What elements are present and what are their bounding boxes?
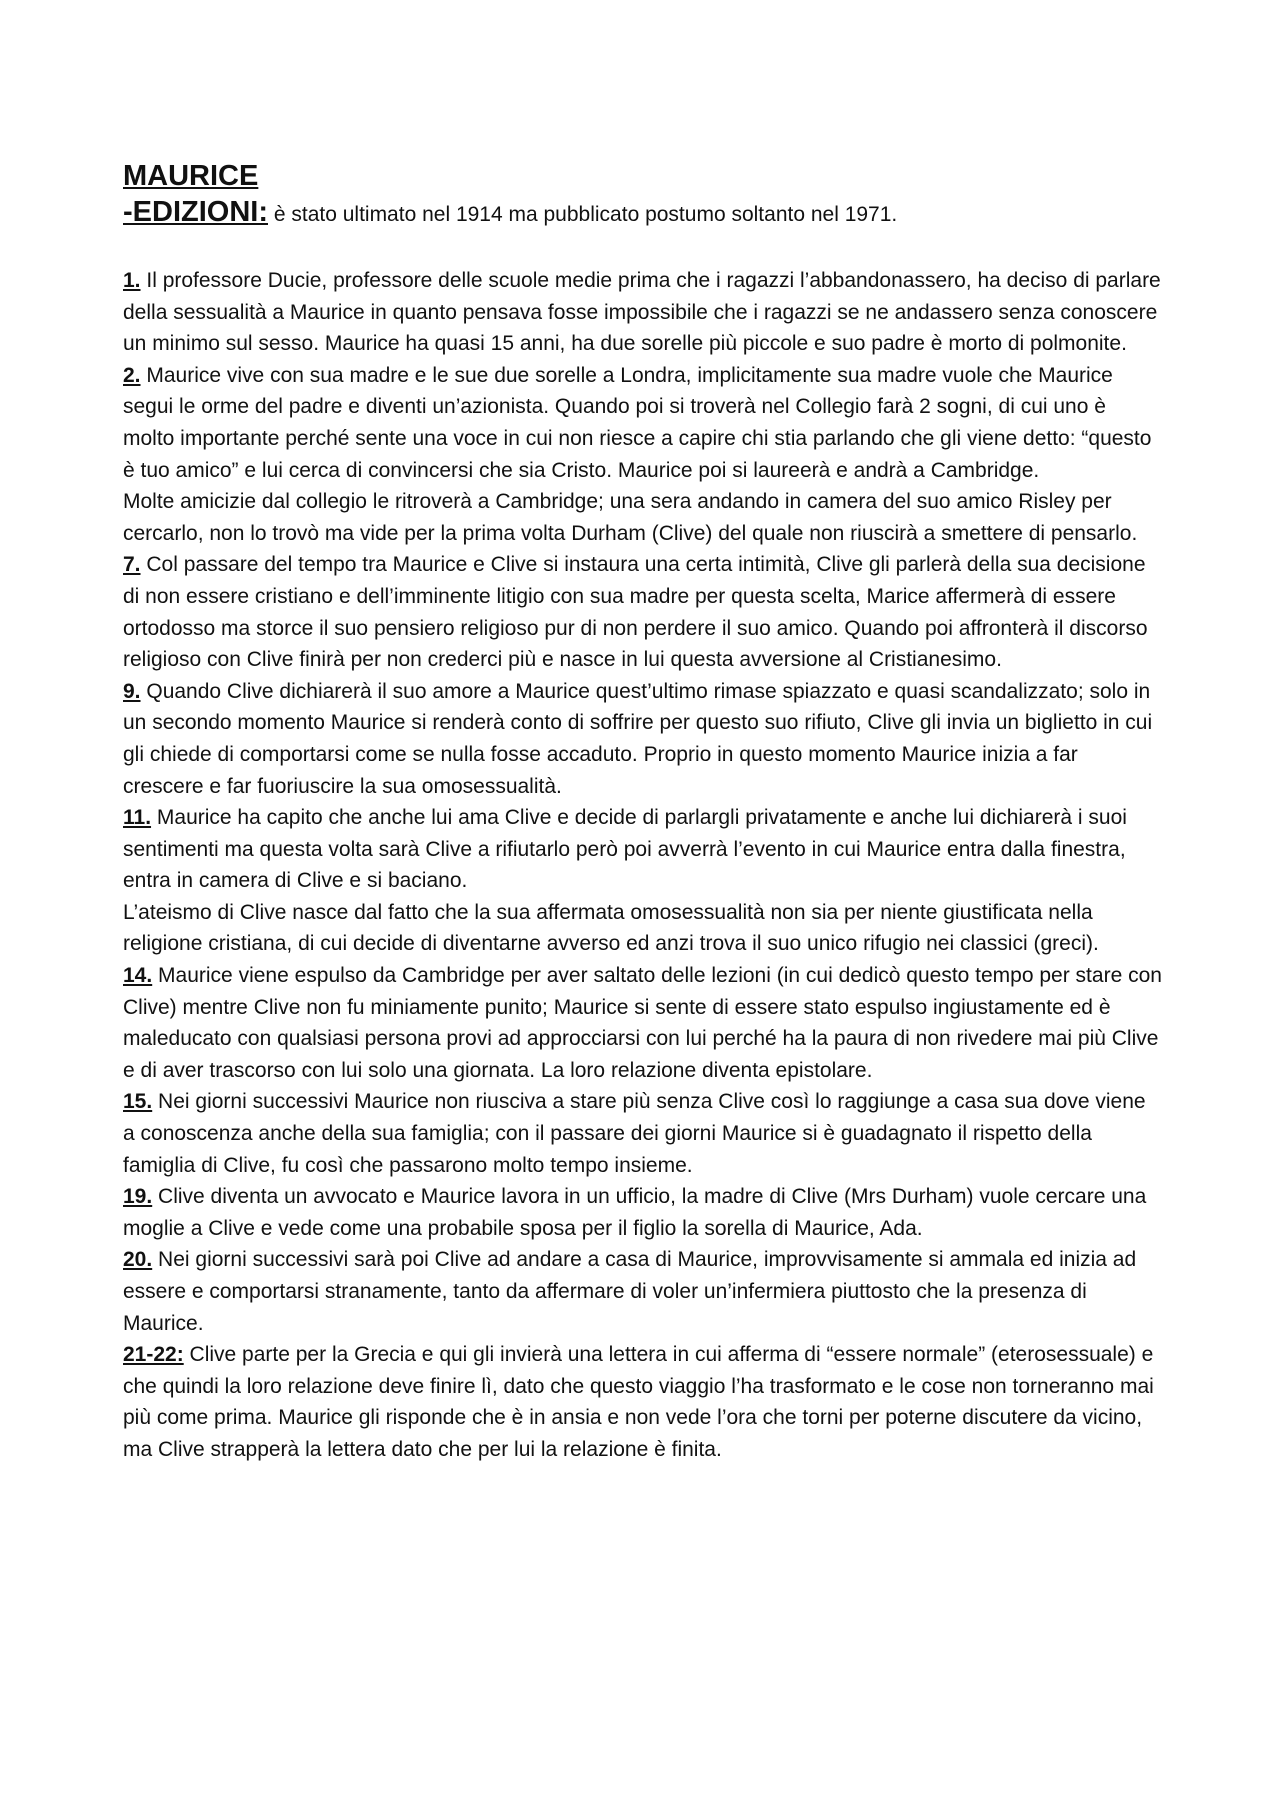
- section-text: Quando Clive dichiarerà il suo amore a Maurice quest’ultimo rimase spiazzato e quasi scandalizzato; solo in un secondo momento Maurice si renderà conto di soffrire per questo suo rifiuto, Clive gli invia un biglietto in cui gli chiede di comportarsi come se nulla fosse accaduto. Proprio in questo momento Maurice inizia a far crescere e far fuoriuscire la sua omosessualità.: [123, 679, 1153, 798]
- section-paragraph: [123, 1181, 1163, 1244]
- section-text: Molte amicizie dal collegio le ritroverà a Cambridge; una sera andando in camera del suo amico Risley per cercarlo, non lo trovò ma vide per la prima volta Durham (Clive) del quale non riuscirà a smettere di pensarlo.: [123, 490, 1138, 545]
- section-number: 9.: [123, 679, 141, 703]
- edizioni-text: è stato ultimato nel 1914 ma pubblicato postumo soltanto nel 1971.: [273, 203, 898, 226]
- section-paragraph: [123, 1339, 1163, 1465]
- section-paragraph: [123, 960, 1163, 1086]
- section-number: 1.: [123, 269, 141, 292]
- section-text: Clive parte per la Grecia e qui gli invierà una lettera in cui afferma di “essere normale” (eterosessuale) e che quindi la loro relazione deve finire lì, dato che questo viaggio l’ha trasformato e le cose non torneranno mai più come prima. Maurice gli risponde che è in ansia e non vede l’ora che torni per poterne discutere da vicino, ma Clive strapperà la lettera dato che per lui la relazione è finita.: [123, 1343, 1154, 1461]
- section-paragraph: [123, 676, 1163, 802]
- section-number: 19.: [123, 1185, 153, 1209]
- document-page: [123, 158, 1163, 1466]
- edizioni-label: -EDIZIONI:: [123, 196, 268, 228]
- spacer: [123, 233, 1163, 265]
- section-paragraph: [123, 486, 1163, 549]
- section-text: Maurice viene espulso da Cambridge per aver saltato delle lezioni (in cui dedicò questo tempo per stare con Clive) mentre Clive non fu miniamente punito; Maurice si sente di essere stato espulso ingiustamente ed è maleducato con qualsiasi persona provi ad approcciarsi con lui perché ha la paura di non rivedere mai più Clive e di aver trascorso con lui solo una giornata. La loro relazione diventa epistolare.: [123, 964, 1162, 1082]
- section-text: Clive diventa un avvocato e Maurice lavora in un ufficio, la madre di Clive (Mrs Durham) vuole cercare una moglie a Clive e vede come una probabile sposa per il figlio la sorella di Maurice, Ada.: [123, 1185, 1147, 1240]
- section-text: Col passare del tempo tra Maurice e Clive si instaura una certa intimità, Clive gli parlerà della sua decisione di non essere cristiano e dell’imminente litigio con sua madre per questa scelta, Marice affermerà di essere ortodosso ma storce il suo pensiero religioso pur di non perdere il suo amico. Quando poi affronterà il discorso religioso con Clive finirà per non crederci più e nasce in lui questa avversione al Cristianesimo.: [123, 553, 1148, 672]
- section-number: 21-22:: [123, 1343, 184, 1367]
- section-number: 15.: [123, 1090, 153, 1114]
- section-number: 14.: [123, 964, 153, 988]
- section-paragraph: [123, 1086, 1163, 1181]
- edizioni-line: [123, 194, 1163, 233]
- section-text: Maurice vive con sua madre e le sue due sorelle a Londra, implicitamente sua madre vuole che Maurice segui le orme del padre e diventi un’azionista. Quando poi si troverà nel Collegio farà 2 sogni, di cui uno è molto importante perché sente una voce in cui non riesce a capire chi stia parlando che gli viene detto: “questo è tuo amico” e lui cerca di convincersi che sia Cristo. Maurice poi si laureerà e andrà a Cambridge.: [123, 363, 1152, 482]
- section-text: Nei giorni successivi sarà poi Clive ad andare a casa di Maurice, improvvisamente si ammala ed inizia ad essere e comportarsi stranamente, tanto da affermare di voler un’infermiera piuttosto che la presenza di Maurice.: [123, 1248, 1137, 1335]
- section-text: Maurice ha capito che anche lui ama Clive e decide di parlargli privatamente e anche lui dichiarerà i suoi sentimenti ma questa volta sarà Clive a rifiutarlo però poi avverrà l’evento in cui Maurice entra dalla finestra, entra in camera di Clive e si baciano.: [123, 806, 1127, 893]
- section-paragraph: [123, 897, 1163, 960]
- section-number: 11.: [123, 806, 152, 830]
- document-title: MAURICE: [123, 160, 259, 192]
- section-number: 20.: [123, 1248, 153, 1272]
- section-text: Il professore Ducie, professore delle scuole medie prima che i ragazzi l’abbandonassero, ha deciso di parlare della sessualità a Maurice in quanto pensava fosse impossibile che i ragazzi se ne andassero senza conoscere un minimo sul sesso. Maurice ha quasi 15 anni, ha due sorelle più piccole e suo padre è morto di polmonite.: [123, 269, 1161, 356]
- section-text: Nei giorni successivi Maurice non riusciva a stare più senza Clive così lo raggiunge a casa sua dove viene a conoscenza anche della sua famiglia; con il passare dei giorni Maurice si è guadagnato il rispetto della famiglia di Clive, fu così che passarono molto tempo insieme.: [123, 1090, 1146, 1177]
- section-paragraph: [123, 802, 1163, 897]
- section-paragraph: [123, 265, 1163, 360]
- section-paragraph: [123, 360, 1163, 486]
- section-paragraph: [123, 549, 1163, 675]
- section-number: 2.: [123, 363, 141, 387]
- section-paragraph: [123, 1244, 1163, 1339]
- section-text: L’ateismo di Clive nasce dal fatto che la sua affermata omosessualità non sia per niente giustificata nella religione cristiana, di cui decide di diventarne avverso ed anzi trova il suo unico rifugio nei classici (greci).: [123, 900, 1099, 956]
- section-number: 7.: [123, 553, 141, 577]
